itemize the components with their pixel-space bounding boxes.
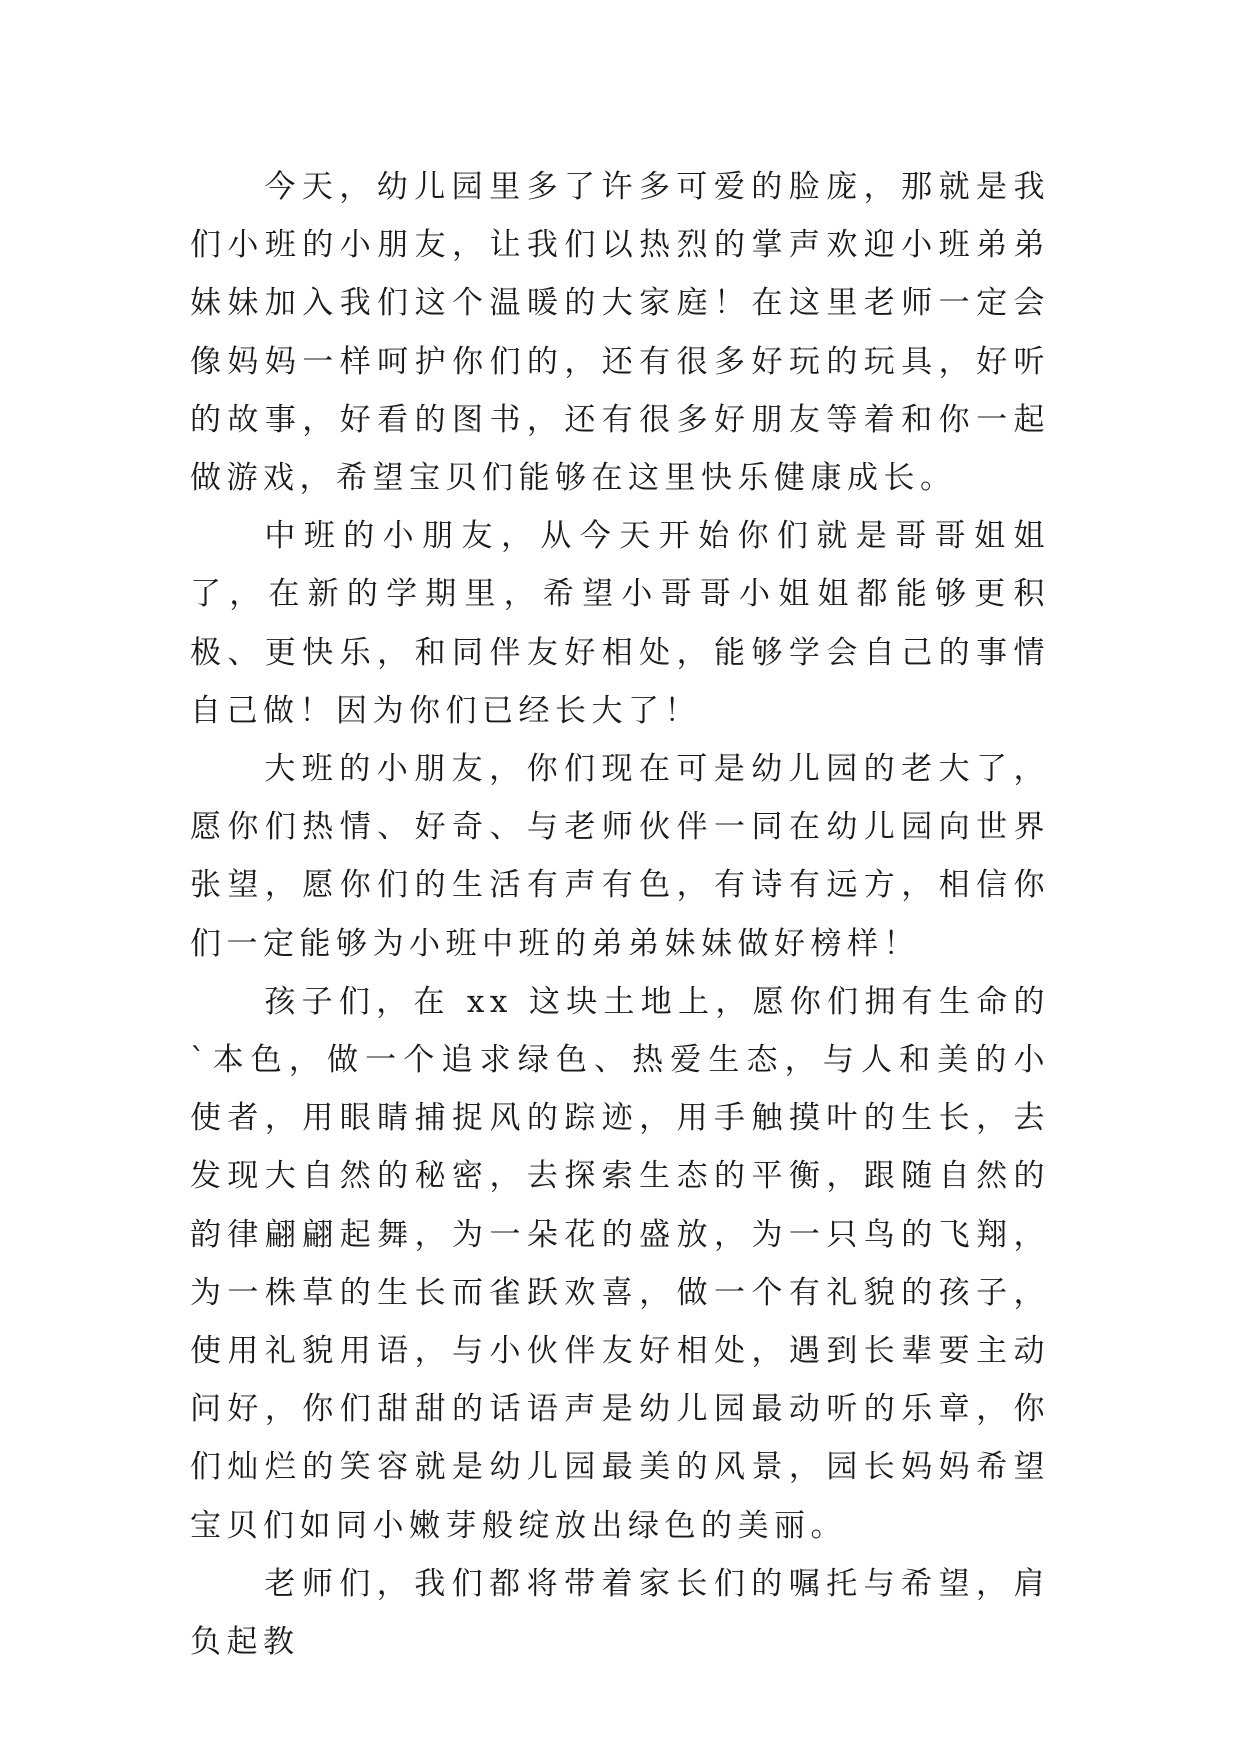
paragraph-children: 孩子们，在 xx 这块土地上，愿你们拥有生命的`本色，做一个追求绿色、热爱生态，与人和美的小使者，用眼睛捕捉风的踪迹，用手触摸叶的生长，去发现大自然的秘密，去探索生态的平衡，跟随自然的韵律翩翩起舞，为一朵花的盛放，为一只鸟的飞翔，为一株草的生长而雀跃欢喜，做一个有礼貌的孩子，使用礼貌用语，与小伙伴友好相处，遇到长辈要主动问好，你们甜甜的话语声是幼儿园最动听的乐章，你们灿烂的笑容就是幼儿园最美的风景，园长妈妈希望宝贝们如同小嫩芽般绽放出绿色的美丽。: [190, 983, 1050, 1544]
paragraph-middle-class: 中班的小朋友，从今天开始你们就是哥哥姐姐了，在新的学期里，希望小哥哥小姐姐都能够更积极、更快乐，和同伴友好相处，能够学会自己的事情自己做！因为你们已经长大了！: [190, 518, 1050, 729]
document-body: [190, 158, 1050, 1671]
paragraph-teachers: 老师们，我们都将带着家长们的嘱托与希望，肩负起教: [190, 1565, 1050, 1661]
paragraph-big-class: 大班的小朋友，你们现在可是幼儿园的老大了，愿你们热情、好奇、与老师伙伴一同在幼儿园向世界张望，愿你们的生活有声有色，有诗有远方，相信你们一定能够为小班中班的弟弟妹妹做好榜样！: [190, 751, 1050, 962]
paragraph-small-class: 今天，幼儿园里多了许多可爱的脸庞，那就是我们小班的小朋友，让我们以热烈的掌声欢迎小班弟弟妹妹加入我们这个温暖的大家庭！在这里老师一定会像妈妈一样呵护你们的，还有很多好玩的玩具，好听的故事，好看的图书，还有很多好朋友等着和你一起做游戏，希望宝贝们能够在这里快乐健康成长。: [190, 169, 1050, 497]
